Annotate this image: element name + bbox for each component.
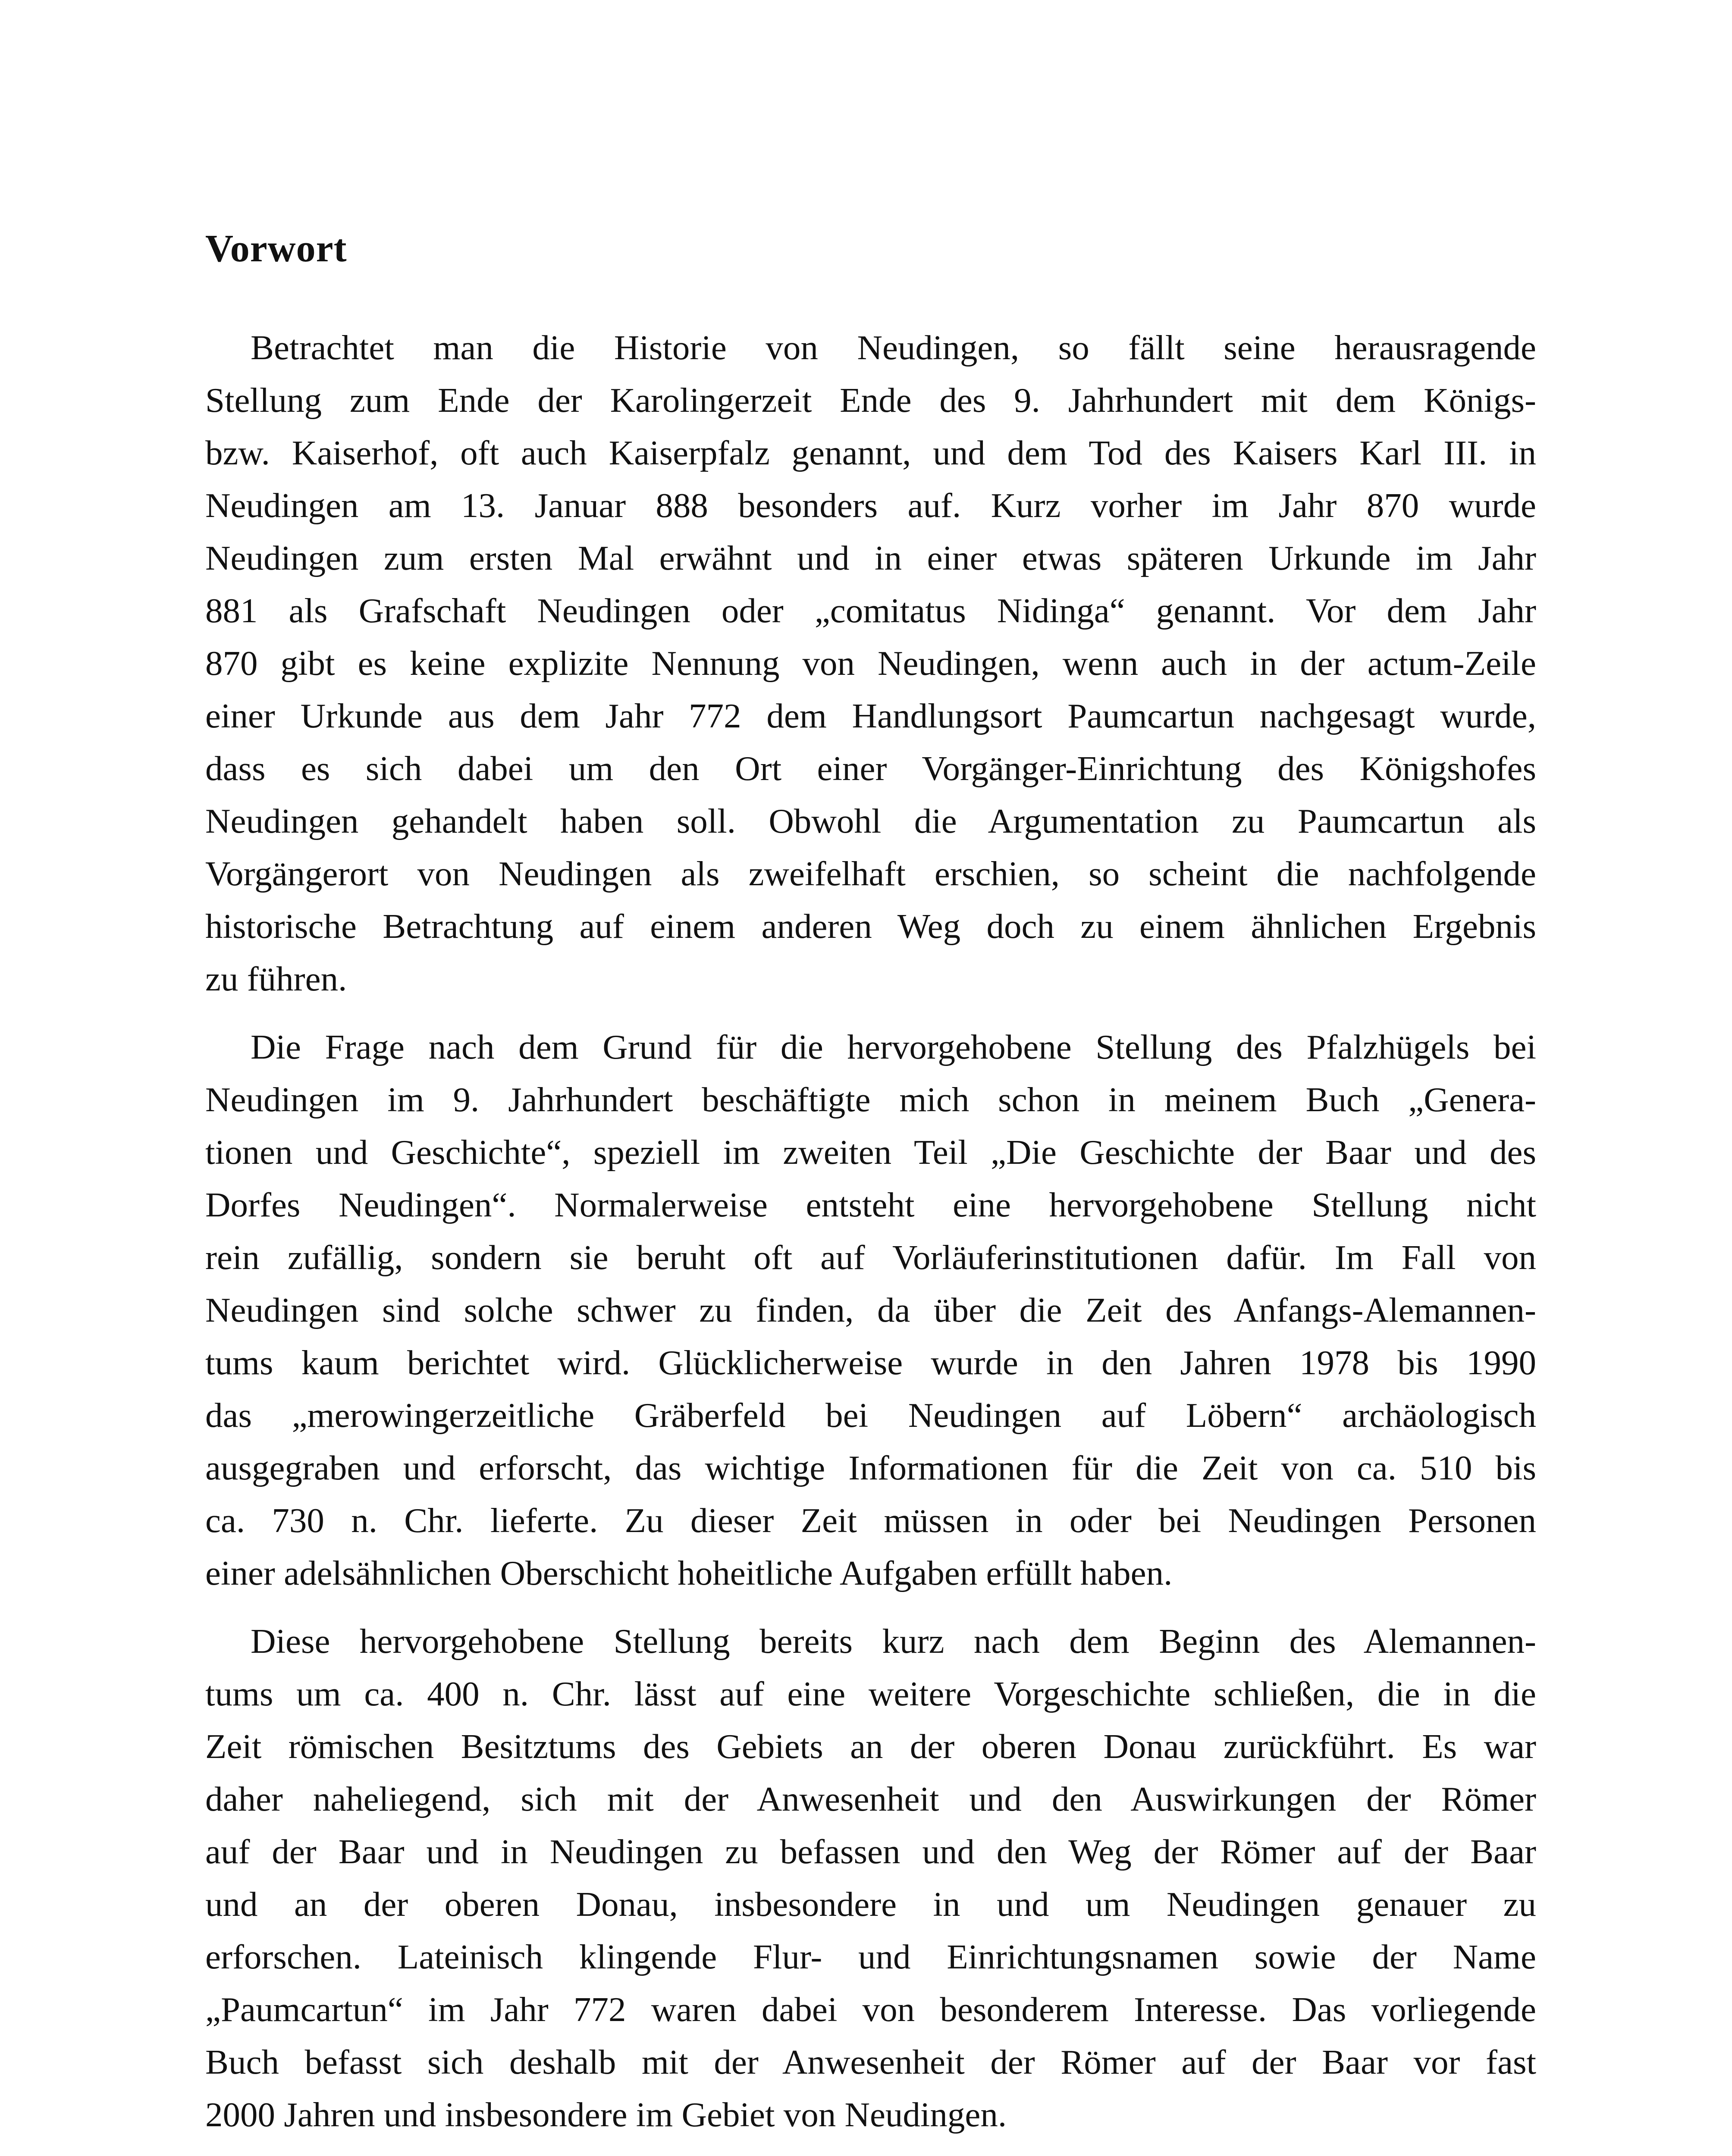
text-line: rein zufällig, sondern sie beruht oft auf Vorläuferinstitutionen dafür. Im Fall von <box>205 1238 1536 1277</box>
text-line: einer Urkunde aus dem Jahr 772 dem Handlungsort Paumcartun nachgesagt wurde, <box>205 696 1536 735</box>
text-line: Diese hervorgehobene Stellung bereits kurz nach dem Beginn des Alemannen- <box>251 1622 1536 1661</box>
text-line: Die Frage nach dem Grund für die hervorgehobene Stellung des Pfalzhügels bei <box>251 1028 1536 1066</box>
text-line: das „merowingerzeitliche Gräberfeld bei Neudingen auf Löbern“ archäologisch <box>205 1396 1536 1435</box>
text-line: Dorfes Neudingen“. Normalerweise entsteht eine hervorgehobene Stellung nicht <box>205 1185 1536 1224</box>
text-line: Neudingen sind solche schwer zu finden, da über die Zeit des Anfangs-Alemannen- <box>205 1291 1536 1329</box>
paragraph-1 <box>205 321 1536 1005</box>
text-line: bzw. Kaiserhof, oft auch Kaiserpfalz genannt, und dem Tod des Kaisers Karl III. in <box>205 433 1536 472</box>
text-line: 2000 Jahren und insbesondere im Gebiet von Neudingen. <box>205 2095 1007 2134</box>
body-text <box>205 321 1536 2141</box>
text-line: tums um ca. 400 n. Chr. lässt auf eine weitere Vorgeschichte schließen, die in die <box>205 1674 1536 1713</box>
text-line: zu führen. <box>205 959 347 998</box>
text-line: dass es sich dabei um den Ort einer Vorgänger-Einrichtung des Königshofes <box>205 749 1536 788</box>
text-line: ausgegraben und erforscht, das wichtige Informationen für die Zeit von ca. 510 bis <box>205 1448 1536 1487</box>
text-line: tionen und Geschichte“, speziell im zweiten Teil „Die Geschichte der Baar und des <box>205 1133 1536 1172</box>
text-line: Neudingen zum ersten Mal erwähnt und in einer etwas späteren Urkunde im Jahr <box>205 539 1536 577</box>
text-line: Neudingen gehandelt haben soll. Obwohl die Argumentation zu Paumcartun als <box>205 802 1536 840</box>
text-line: und an der oberen Donau, insbesondere in und um Neudingen genauer zu <box>205 1885 1536 1924</box>
text-line: historische Betrachtung auf einem anderen Weg doch zu einem ähnlichen Ergebnis <box>205 907 1536 946</box>
text-line: Stellung zum Ende der Karolingerzeit Ende des 9. Jahrhundert mit dem Königs- <box>205 381 1536 420</box>
text-line: daher naheliegend, sich mit der Anwesenheit und den Auswirkungen der Römer <box>205 1780 1536 1818</box>
text-line: 870 gibt es keine explizite Nennung von Neudingen, wenn auch in der actum-Zeile <box>205 644 1536 683</box>
paragraph-3 <box>205 1615 1536 2141</box>
text-line: 881 als Grafschaft Neudingen oder „comitatus Nidinga“ genannt. Vor dem Jahr <box>205 591 1536 630</box>
text-line: ca. 730 n. Chr. lieferte. Zu dieser Zeit müssen in oder bei Neudingen Personen <box>205 1501 1536 1540</box>
text-line: einer adelsähnlichen Oberschicht hoheitliche Aufgaben erfüllt haben. <box>205 1554 1173 1592</box>
text-line: Betrachtet man die Historie von Neudingen, so fällt seine herausragende <box>251 328 1536 367</box>
text-line: Neudingen am 13. Januar 888 besonders auf. Kurz vorher im Jahr 870 wurde <box>205 486 1536 525</box>
paragraph-2 <box>205 1021 1536 1599</box>
text-line: „Paumcartun“ im Jahr 772 waren dabei von besonderem Interesse. Das vorliegende <box>205 1990 1536 2029</box>
text-line: Zeit römischen Besitztums des Gebiets an der oberen Donau zurückführt. Es war <box>205 1727 1536 1766</box>
text-line: Neudingen im 9. Jahrhundert beschäftigte mich schon in meinem Buch „Genera- <box>205 1080 1536 1119</box>
text-line: auf der Baar und in Neudingen zu befassen und den Weg der Römer auf der Baar <box>205 1832 1536 1871</box>
text-line: tums kaum berichtet wird. Glücklicherweise wurde in den Jahren 1978 bis 1990 <box>205 1343 1536 1382</box>
page-heading: Vorwort <box>205 227 347 270</box>
text-line: Buch befasst sich deshalb mit der Anwesenheit der Römer auf der Baar vor fast <box>205 2043 1536 2081</box>
text-line: Vorgängerort von Neudingen als zweifelhaft erschien, so scheint die nachfolgende <box>205 854 1536 893</box>
text-line: erforschen. Lateinisch klingende Flur- und Einrichtungsnamen sowie der Name <box>205 1937 1536 1976</box>
